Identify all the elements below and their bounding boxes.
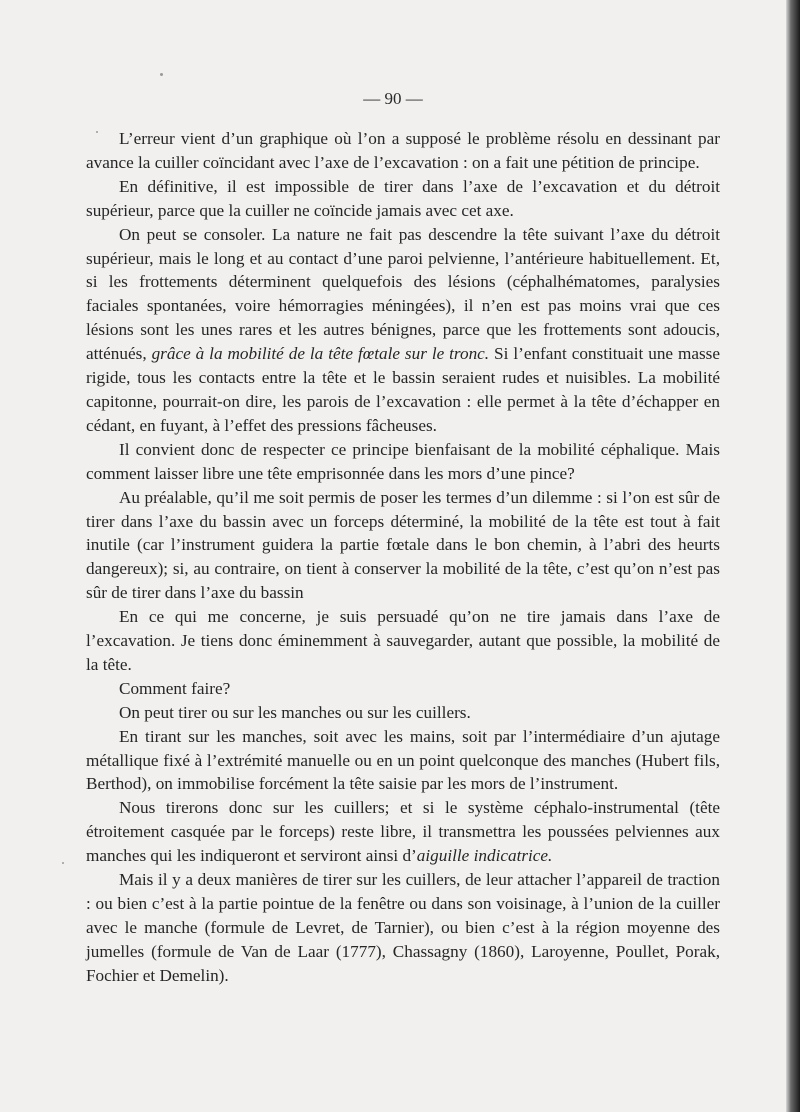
text-run: Au préalable, qu’il me soit permis de poser les termes d’un dilemme : si l’on est sûr de tirer dans l’axe du bassin avec un forceps déterminé, la mobilité de la tête est tout à fait inutile (car l’instrument guidera la partie fœtale dans le bon chemin, à l’abri des heurts dangereux); si, au contraire, on tient à conserver la mobilité de la tête, c’est qu’on n’est pas sûr de tirer dans l’axe du bassin [86,487,720,603]
paragraph [86,701,720,725]
page-number: — 90 — [363,89,423,108]
paragraph [86,868,720,988]
print-speck [62,862,64,864]
paragraph [86,175,720,223]
text-run: Comment faire? [119,678,231,698]
text-run: Nous tirerons donc sur les cuillers; et si le système céphalo-instrumental (tête étroitement casquée par le forceps) reste libre, il transmettra les poussées pelviennes aux manches qui les indiqueront et serviront ainsi d’ [86,798,720,866]
paragraph [86,486,720,606]
print-speck [160,73,163,76]
text-run: En définitive, il est impossible de tirer dans l’axe de l’excavation et du détroit supérieur, parce que la cuiller ne coïncide jamais avec cet axe. [86,176,720,220]
italic-text: grâce à la mobilité de la tête fœtale sur le tronc. [151,344,490,364]
text-run: L’erreur vient d’un graphique où l’on a supposé le problème résolu en dessinant par avance la cuiller coïncidant avec l’axe de l’excavation : on a fait une pétition de principe. [86,129,720,172]
text-run: Mais il y a deux manières de tirer sur les cuillers, de leur attacher l’appareil de traction : ou bien c’est à la partie pointue de la fenêtre ou dans son voisinage, à l’union de la cuiller avec le manche (formule de Levret, de Tarnier), ou bien c’est à la région moyenne des jumelles (formule de Van de Laar (1777), Chassagny (1860), Laroyenne, Poullet, Porak, Fochier et Demelin). [86,870,720,985]
paragraph [86,796,720,868]
paragraph [86,127,720,175]
page-edge-shadow [786,0,800,1112]
paragraph [86,605,720,677]
italic-text: aiguille indicatrice. [416,846,553,866]
body-text [86,127,720,988]
paragraph [86,725,720,797]
paragraph [86,438,720,486]
text-run: Si l’enfant constituait une masse rigide, tous les contacts entre la tête et le bassin seraient rudes et nuisibles. La mobilité capitonne, pourrait-on dire, les parois de l’excavation : elle permet à la tête d’échapper en cédant, en fuyant, à l’effet des pressions fâcheuses. [86,344,721,435]
text-run: On peut se consoler. La nature ne fait pas descendre la tête suivant l’axe du détroit supérieur, mais le long et au contact d’une paroi pelvienne, l’antérieure habituellement. Et, si les frottements déterminent quelquefois des lésions (céphalhématomes, paralysies faciales spontanées, voire hémorragies méningées), il n’en est pas moins vrai que ces lésions sont les unes rares et les autres bénignes, parce que les frottements sont adoucis, atténués, [86,224,720,364]
paragraph [86,223,720,438]
text-run: En tirant sur les manches, soit avec les mains, soit par l’intermédiaire d’un ajutage métallique fixé à l’extrémité manuelle ou en un point quelconque des manches (Hubert fils, Berthod), on immobilise forcément la tête saisie par les mors de l’instrument. [86,726,720,794]
text-run: On peut tirer ou sur les manches ou sur les cuillers. [119,702,471,722]
text-run: Il convient donc de respecter ce principe bienfaisant de la mobilité céphalique. Mais comment laisser libre une tête emprisonnée dans les mors d’une pince? [86,439,720,483]
paragraph [86,677,720,701]
text-run: En ce qui me concerne, je suis persuadé qu’on ne tire jamais dans l’axe de l’excavation. Je tiens donc éminemment à sauvegarder, autant que possible, la mobilité de la tête. [86,607,720,674]
